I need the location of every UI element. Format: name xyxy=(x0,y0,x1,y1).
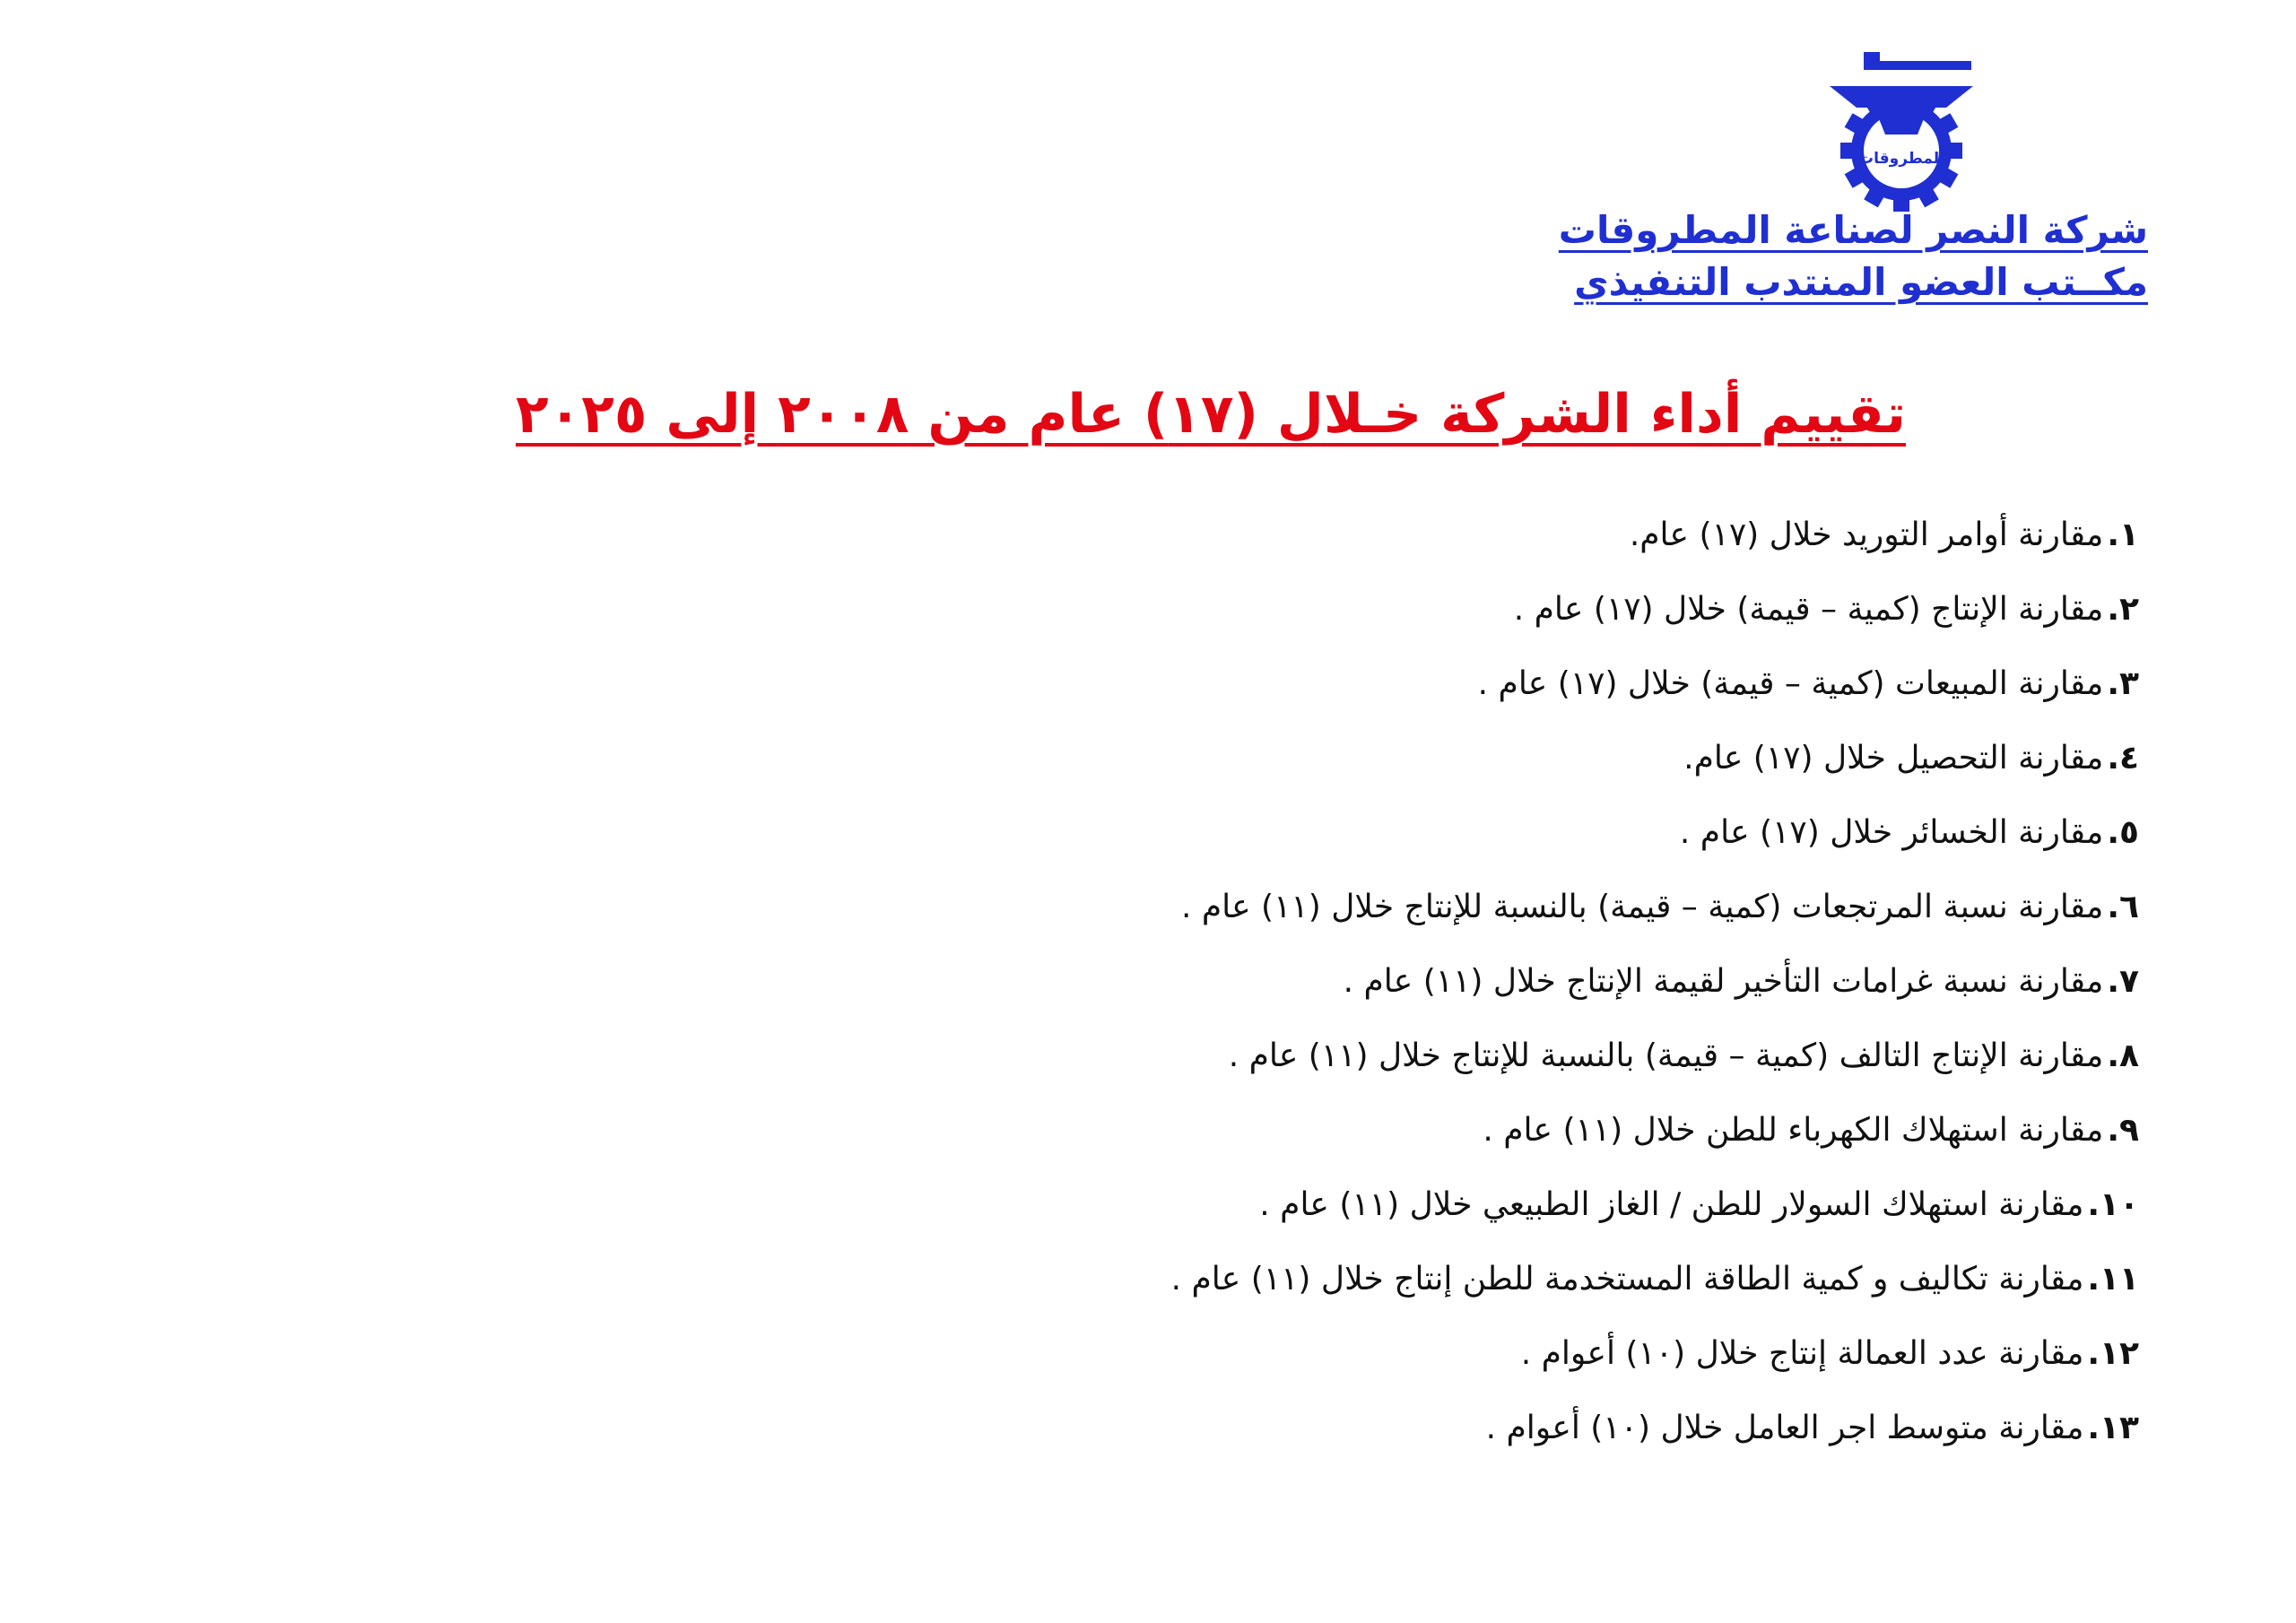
item-number: ١. xyxy=(2107,516,2139,553)
company-logo xyxy=(1812,52,1991,212)
list-item xyxy=(1171,721,2139,795)
item-text: مقارنة متوسط اجر العامل خلال (١٠) أعوام . xyxy=(1485,1410,2084,1446)
item-number: ١٠. xyxy=(2087,1186,2139,1223)
list-item xyxy=(1171,647,2139,721)
office-name: مكــتب العضو المنتدب التنفيذي xyxy=(1574,260,2148,304)
item-text: مقارنة المبيعات (كمية – قيمة) خلال (١٧) عام . xyxy=(1477,665,2104,702)
item-text: مقارنة أوامر التوريد خلال (١٧) عام. xyxy=(1629,516,2104,553)
item-number: ٢. xyxy=(2107,591,2139,628)
item-number: ٤. xyxy=(2107,740,2139,777)
item-text: مقارنة استهلاك السولار للطن / الغاز الطبيعي خلال (١١) عام . xyxy=(1259,1186,2084,1223)
item-number: ٣. xyxy=(2107,665,2139,702)
item-number: ٨. xyxy=(2107,1037,2139,1074)
item-text: مقارنة استهلاك الكهرباء للطن خلال (١١) عام . xyxy=(1483,1112,2104,1149)
list-item xyxy=(1171,572,2139,647)
list-item xyxy=(1171,1316,2139,1391)
item-text: مقارنة التحصيل خلال (١٧) عام. xyxy=(1683,740,2104,777)
list-item xyxy=(1171,870,2139,944)
item-number: ٩. xyxy=(2107,1112,2139,1149)
item-number: ١٣. xyxy=(2087,1410,2139,1446)
item-text: مقارنة نسبة المرتجعات (كمية – قيمة) بالنسبة للإنتاج خلال (١١) عام . xyxy=(1180,889,2104,925)
list-item xyxy=(1171,1167,2139,1242)
item-text: مقارنة عدد العمالة إنتاج خلال (١٠) أعوام . xyxy=(1520,1335,2084,1372)
company-header xyxy=(1559,204,2148,308)
list-item xyxy=(1171,1391,2139,1465)
logo-text: المطروقات xyxy=(1858,150,1944,168)
company-name: شركة النصر لصناعة المطروقات xyxy=(1558,208,2148,252)
evaluation-items-list xyxy=(1171,498,2139,1465)
item-text: مقارنة الإنتاج (كمية – قيمة) خلال (١٧) عام . xyxy=(1513,591,2104,628)
document-title-wrapper xyxy=(0,377,2296,452)
list-item xyxy=(1171,498,2139,572)
item-number: ١٢. xyxy=(2087,1335,2139,1372)
list-item xyxy=(1171,1093,2139,1167)
item-number: ١١. xyxy=(2087,1261,2139,1298)
item-text: مقارنة نسبة غرامات التأخير لقيمة الإنتاج خلال (١١) عام . xyxy=(1343,963,2104,1000)
list-item xyxy=(1171,1242,2139,1316)
list-item xyxy=(1171,795,2139,870)
item-number: ٧. xyxy=(2107,963,2139,1000)
list-item xyxy=(1171,1019,2139,1093)
item-text: مقارنة الخسائر خلال (١٧) عام . xyxy=(1679,814,2104,851)
item-number: ٦. xyxy=(2107,889,2139,925)
list-item xyxy=(1171,944,2139,1019)
item-number: ٥. xyxy=(2107,814,2139,851)
document-title: تقييم أداء الشركة خـلال (١٧) عام من ٢٠٠٨ إلى ٢٠٢٥ xyxy=(516,383,1906,446)
item-text: مقارنة تكاليف و كمية الطاقة المستخدمة للطن إنتاج خلال (١١) عام . xyxy=(1170,1261,2084,1298)
item-text: مقارنة الإنتاج التالف (كمية – قيمة) بالنسبة للإنتاج خلال (١١) عام . xyxy=(1228,1037,2104,1074)
